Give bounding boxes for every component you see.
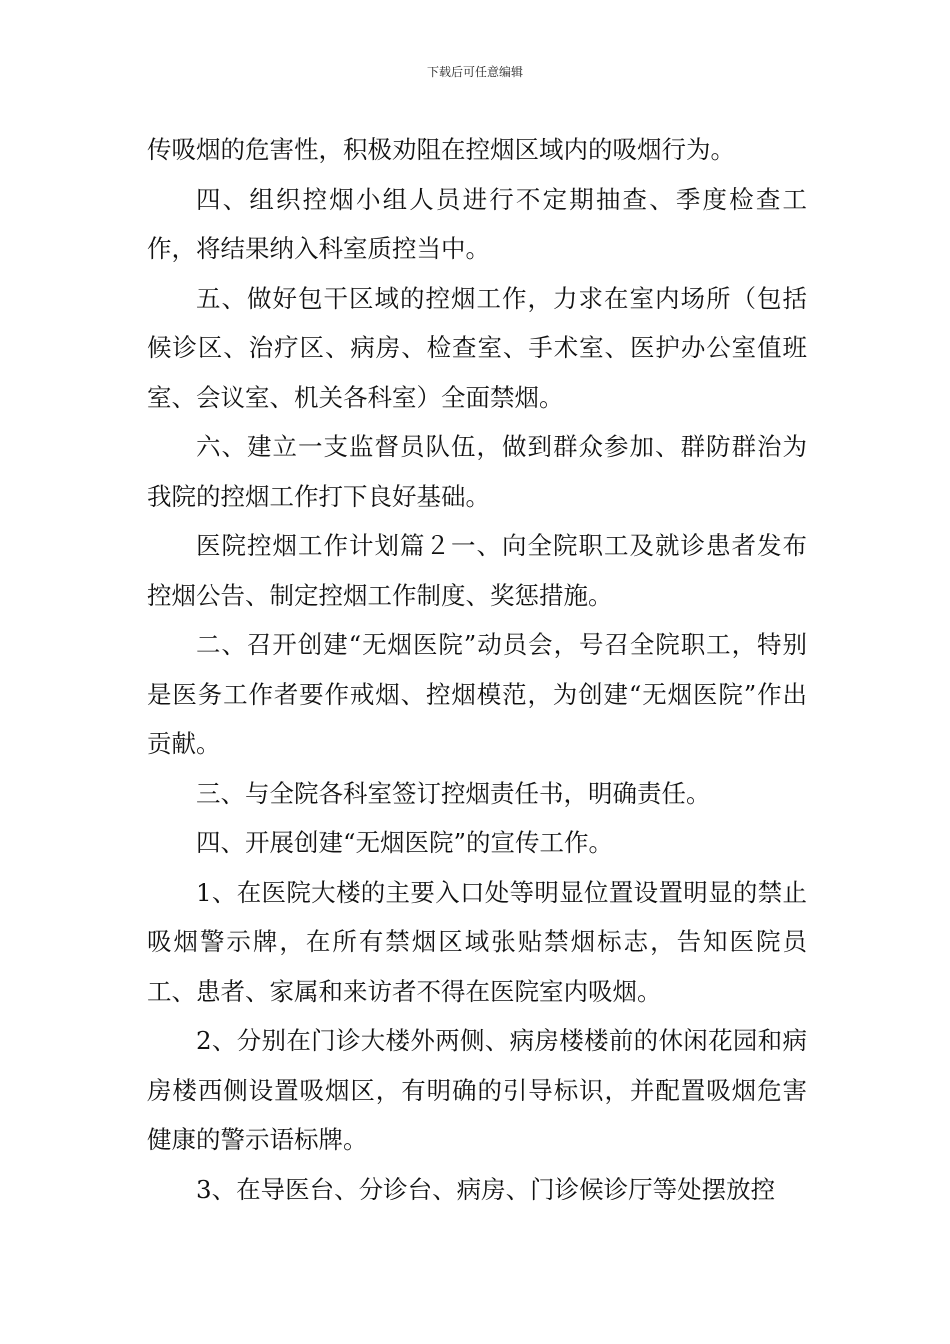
paragraph: 六、建立一支监督员队伍，做到群众参加、群防群治为我院的控烟工作打下良好基础。 [147, 432, 807, 511]
paragraph: 二、召开创建“无烟医院”动员会，号召全院职工，特别是医务工作者要作戒烟、控烟模范，为创建“无烟医院”作出贡献。 [147, 630, 807, 758]
document-body [147, 125, 807, 1214]
paragraph: 2、分别在门诊大楼外两侧、病房楼楼前的休闲花园和病房楼西侧设置吸烟区，有明确的引导标识，并配置吸烟危害健康的警示语标牌。 [147, 1026, 807, 1154]
paragraph: 三、与全院各科室签订控烟责任书，明确责任。 [196, 778, 711, 808]
paragraph: 四、开展创建“无烟医院”的宣传工作。 [196, 828, 614, 857]
paragraph: 医院控烟工作计划篇２一、向全院职工及就诊患者发布控烟公告、制定控烟工作制度、奖惩措施。 [147, 531, 807, 610]
paragraph: 四、组织控烟小组人员进行不定期抽查、季度检查工作，将结果纳入科室质控当中。 [147, 184, 807, 263]
paragraph: 传吸烟的危害性，积极劝阻在控烟区域内的吸烟行为。 [147, 135, 735, 164]
paragraph: 3、在导医台、分诊台、病房、门诊候诊厅等处摆放控 [196, 1174, 776, 1204]
paragraph: 五、做好包干区域的控烟工作，力求在室内场所（包括候诊区、治疗区、病房、检查室、手术室、医护办公室值班室、会议室、机关各科室）全面禁烟。 [147, 283, 807, 412]
page-header: 下载后可任意编辑 [426, 65, 523, 79]
paragraph: 1、在医院大楼的主要入口处等明显位置设置明显的禁止吸烟警示牌，在所有禁烟区域张贴禁烟标志，告知医院员工、患者、家属和来访者不得在医院室内吸烟。 [147, 877, 807, 1006]
